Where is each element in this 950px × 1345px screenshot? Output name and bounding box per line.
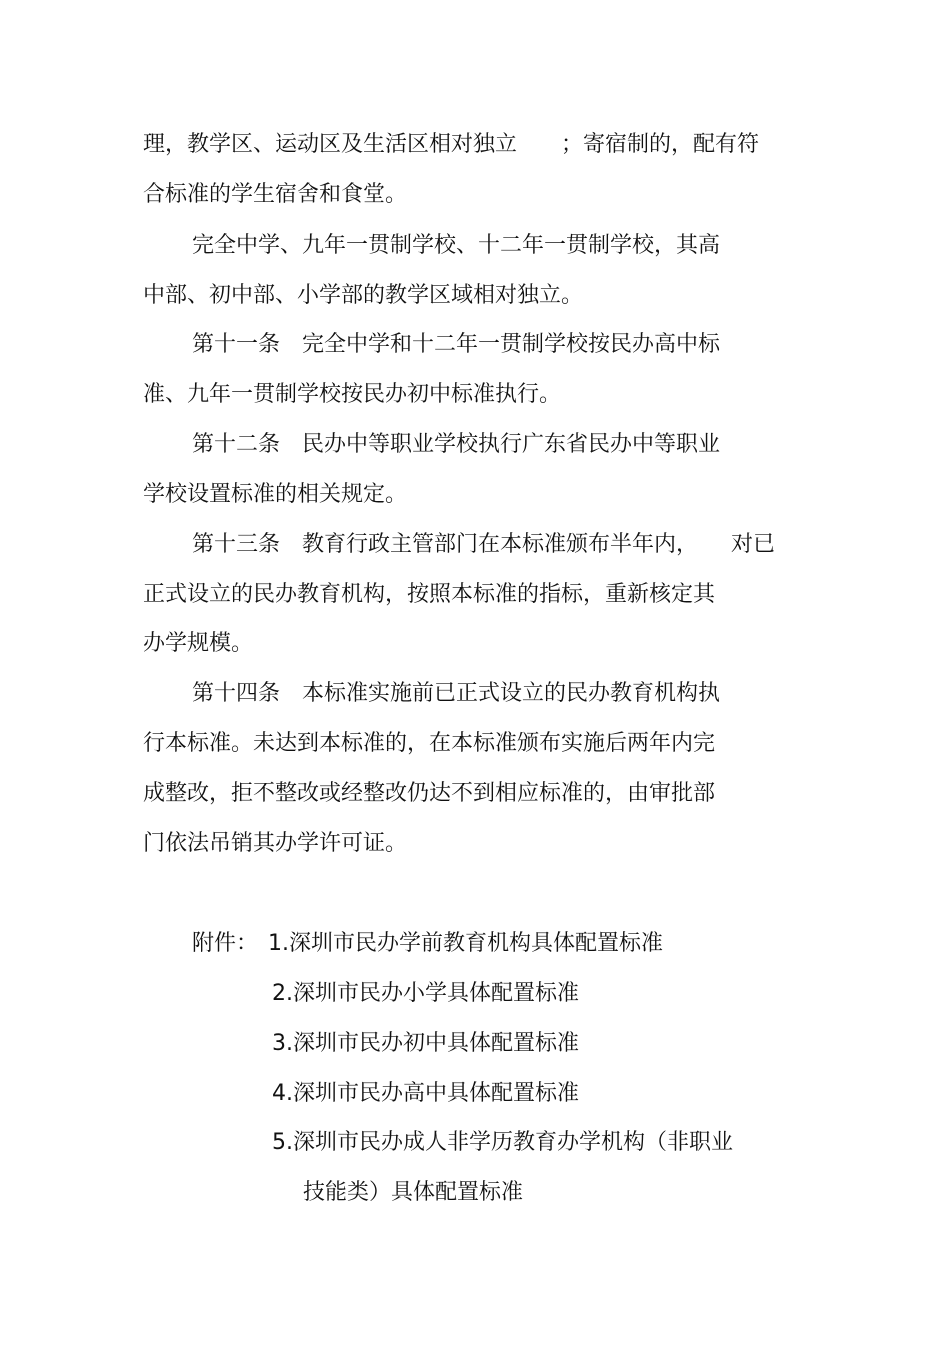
article-14-line-4: 门依法吊销其办学许可证。 <box>143 831 408 856</box>
article-13-line-3: 办学规模。 <box>143 631 254 656</box>
attachment-item-2: 2.深圳市民办小学具体配置标准 <box>272 981 579 1006</box>
article-12-line-2: 学校设置标准的相关规定。 <box>143 482 408 507</box>
attachment-item-5: 5.深圳市民办成人非学历教育办学机构（非职业 <box>272 1130 733 1155</box>
article-12-line-1: 第十二条 民办中等职业学校执行广东省民办中等职业 <box>192 432 721 457</box>
attachment-item-5-continuation: 技能类）具体配置标准 <box>303 1180 524 1205</box>
attachment-item-1: 1.深圳市民办学前教育机构具体配置标准 <box>268 931 663 956</box>
article-14-line-1: 第十四条 本标准实施前已正式设立的民办教育机构执 <box>192 681 721 706</box>
attachment-item-3: 3.深圳市民办初中具体配置标准 <box>272 1031 579 1056</box>
paragraph-1-line-2: 合标准的学生宿舍和食堂。 <box>143 182 408 207</box>
article-14-line-2: 行本标准。未达到本标准的，在本标准颁布实施后两年内完 <box>143 731 716 756</box>
attachments-label: 附件： <box>192 931 259 956</box>
attachment-item-4: 4.深圳市民办高中具体配置标准 <box>272 1081 579 1106</box>
article-13-line-2: 正式设立的民办教育机构，按照本标准的指标，重新核定其 <box>143 582 716 607</box>
article-14-line-3: 成整改，拒不整改或经整改仍达不到相应标准的，由审批部 <box>143 781 716 806</box>
article-11-line-2: 准、九年一贯制学校按民办初中标准执行。 <box>143 382 562 407</box>
paragraph-1-line-1: 理，教学区、运动区及生活区相对独立 ；寄宿制的，配有符 <box>143 132 760 157</box>
paragraph-2-line-1: 完全中学、九年一贯制学校、十二年一贯制学校，其高 <box>192 233 721 258</box>
paragraph-2-line-2: 中部、初中部、小学部的教学区域相对独立。 <box>143 283 584 308</box>
article-13-line-1: 第十三条 教育行政主管部门在本标准颁布半年内， 对已 <box>192 532 776 557</box>
article-11-line-1: 第十一条 完全中学和十二年一贯制学校按民办高中标 <box>192 332 721 357</box>
